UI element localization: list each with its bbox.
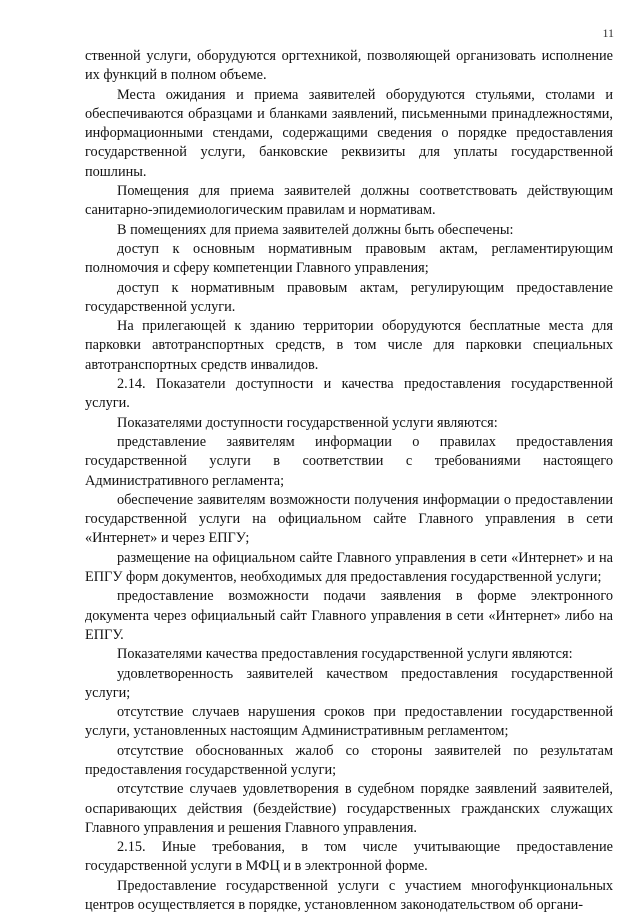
- section-heading-2-15: 2.15. Иные требования, в том числе учитывающие предоставление государственной услуги в МФЦ и в электронной форме.: [85, 839, 613, 875]
- paragraph: доступ к основным нормативным правовым актам, регламентирующим полномочия и сферу компетенции Главного управления;: [85, 240, 613, 277]
- paragraph: предоставление возможности подачи заявления в форме электронного документа через официальный сайт Главного управления в сети «Интернет» либо на ЕПГУ.: [85, 588, 613, 643]
- paragraph: Показателями доступности государственной услуги являются:: [117, 414, 498, 431]
- paragraph: Места ожидания и приема заявителей оборудуются стульями, столами и обеспечиваются образцами и бланками заявлений, письменными принадлежностями, информационными стендами, содержащими сведения о порядке предоставления государственной услуги, банковские реквизиты для уплаты государственной пошлины.: [85, 86, 613, 180]
- paragraph: На прилегающей к зданию территории оборудуются бесплатные места для парковки автотранспортных средств, в том числе для парковки специальных автотранспортных средств инвалидов.: [85, 318, 613, 373]
- body-text: [85, 47, 613, 915]
- paragraph: Показателями качества предоставления государственной услуги являются:: [117, 646, 573, 663]
- paragraph: Помещения для приема заявителей должны соответствовать действующим санитарно-эпидемиологическим правилам и нормативам.: [85, 183, 613, 219]
- paragraph: удовлетворенность заявителей качеством предоставления государственной услуги;: [85, 665, 613, 701]
- paragraph: В помещениях для приема заявителей должны быть обеспечены:: [117, 221, 514, 238]
- paragraph: размещение на официальном сайте Главного управления в сети «Интернет» и на ЕПГУ форм документов, необходимых для предоставления государственной услуги;: [85, 549, 613, 586]
- section-heading-2-14: 2.14. Показатели доступности и качества предоставления государственной услуги.: [85, 376, 613, 412]
- paragraph: доступ к нормативным правовым актам, регулирующим предоставление государственной услуги.: [85, 279, 613, 315]
- paragraph: отсутствие случаев удовлетворения в судебном порядке заявлений заявителей, оспаривающих действия (бездействие) государственных гражданских служащих Главного управления и решения Главного управления.: [85, 781, 613, 836]
- paragraph: Предоставление государственной услуги с участием многофункциональных центров осуществляется в порядке, установленном законодательством об органи-: [85, 877, 613, 914]
- paragraph: отсутствие случаев нарушения сроков при предоставлении государственной услуги, установленных настоящим Административным регламентом;: [85, 704, 613, 740]
- paragraph: представление заявителям информации о правилах предоставления государственной услуги в соответствии с требованиями настоящего Административного регламента;: [85, 433, 613, 489]
- paragraph-continuation: ственной услуги, оборудуются оргтехникой, позволяющей организовать исполнение их функций в полном объеме.: [85, 48, 613, 84]
- page-number: 11: [602, 26, 614, 40]
- paragraph: отсутствие обоснованных жалоб со стороны заявителей по результатам предоставления государственной услуги;: [85, 742, 613, 778]
- paragraph: обеспечение заявителям возможности получения информации о предоставлении государственной услуги на официальном сайте Главного управления в сети «Интернет» и через ЕПГУ;: [85, 491, 613, 547]
